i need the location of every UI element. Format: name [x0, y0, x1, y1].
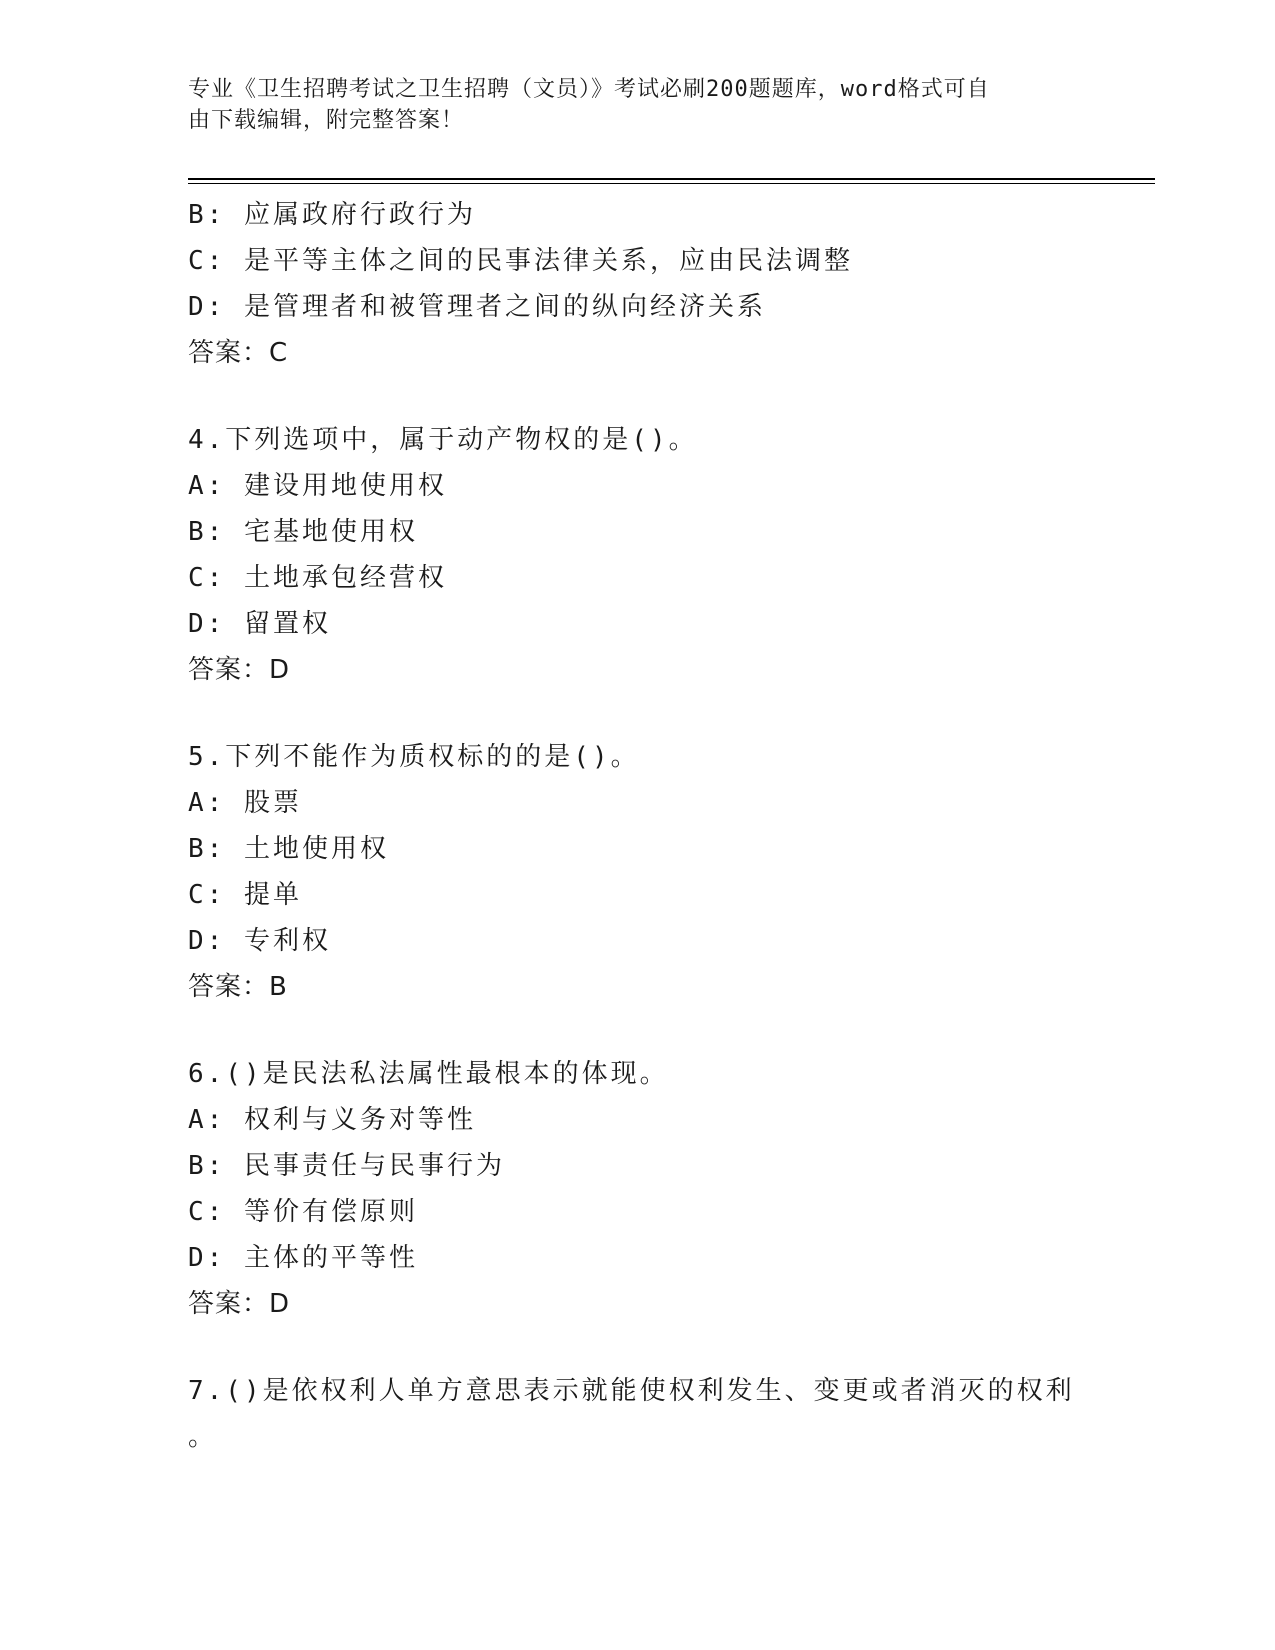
- option-d: D: 留置权: [188, 609, 331, 639]
- option-c: C: 等价有偿原则: [188, 1197, 418, 1227]
- option-d: D: 是管理者和被管理者之间的纵向经济关系: [188, 292, 766, 322]
- option-b: B: 应属政府行政行为: [188, 200, 476, 230]
- option-a: A: 建设用地使用权: [188, 471, 447, 501]
- question-stem: 4.下列选项中，属于动产物权的是()。: [188, 425, 698, 455]
- answer-line: 答案：D: [188, 1289, 291, 1319]
- header-title-line2: 由下载编辑，附完整答案！: [188, 108, 465, 133]
- question-list: [188, 192, 1088, 1460]
- question-stem-line2: 。: [188, 1422, 215, 1452]
- question-block-5: [188, 734, 1088, 1010]
- header-divider-thick: [188, 178, 1155, 180]
- header-title-line1: 专业《卫生招聘考试之卫生招聘（文员）》考试必刷200题题库，word格式可自: [188, 77, 990, 102]
- question-stem: 6.()是民法私法属性最根本的体现。: [188, 1059, 669, 1089]
- header-divider-thin: [188, 183, 1155, 184]
- option-a: A: 股票: [188, 788, 302, 818]
- question-stem: 5.下列不能作为质权标的的是()。: [188, 742, 640, 772]
- question-block-3-continued: [188, 192, 1088, 376]
- option-b: B: 民事责任与民事行为: [188, 1151, 505, 1181]
- answer-line: 答案：D: [188, 655, 291, 685]
- option-a: A: 权利与义务对等性: [188, 1105, 476, 1135]
- option-d: D: 主体的平等性: [188, 1243, 418, 1273]
- document-header: [188, 74, 1088, 136]
- question-block-7: [188, 1368, 1088, 1460]
- option-b: B: 宅基地使用权: [188, 517, 418, 547]
- option-c: C: 提单: [188, 880, 302, 910]
- answer-line: 答案：C: [188, 338, 289, 368]
- option-c: C: 是平等主体之间的民事法律关系，应由民法调整: [188, 246, 853, 276]
- question-block-6: [188, 1051, 1088, 1327]
- option-d: D: 专利权: [188, 926, 331, 956]
- answer-line: 答案：B: [188, 972, 288, 1002]
- option-c: C: 土地承包经营权: [188, 563, 447, 593]
- question-stem-line1: 7.()是依权利人单方意思表示就能使权利发生、变更或者消灭的权利: [188, 1376, 1075, 1406]
- question-block-4: [188, 417, 1088, 693]
- option-b: B: 土地使用权: [188, 834, 389, 864]
